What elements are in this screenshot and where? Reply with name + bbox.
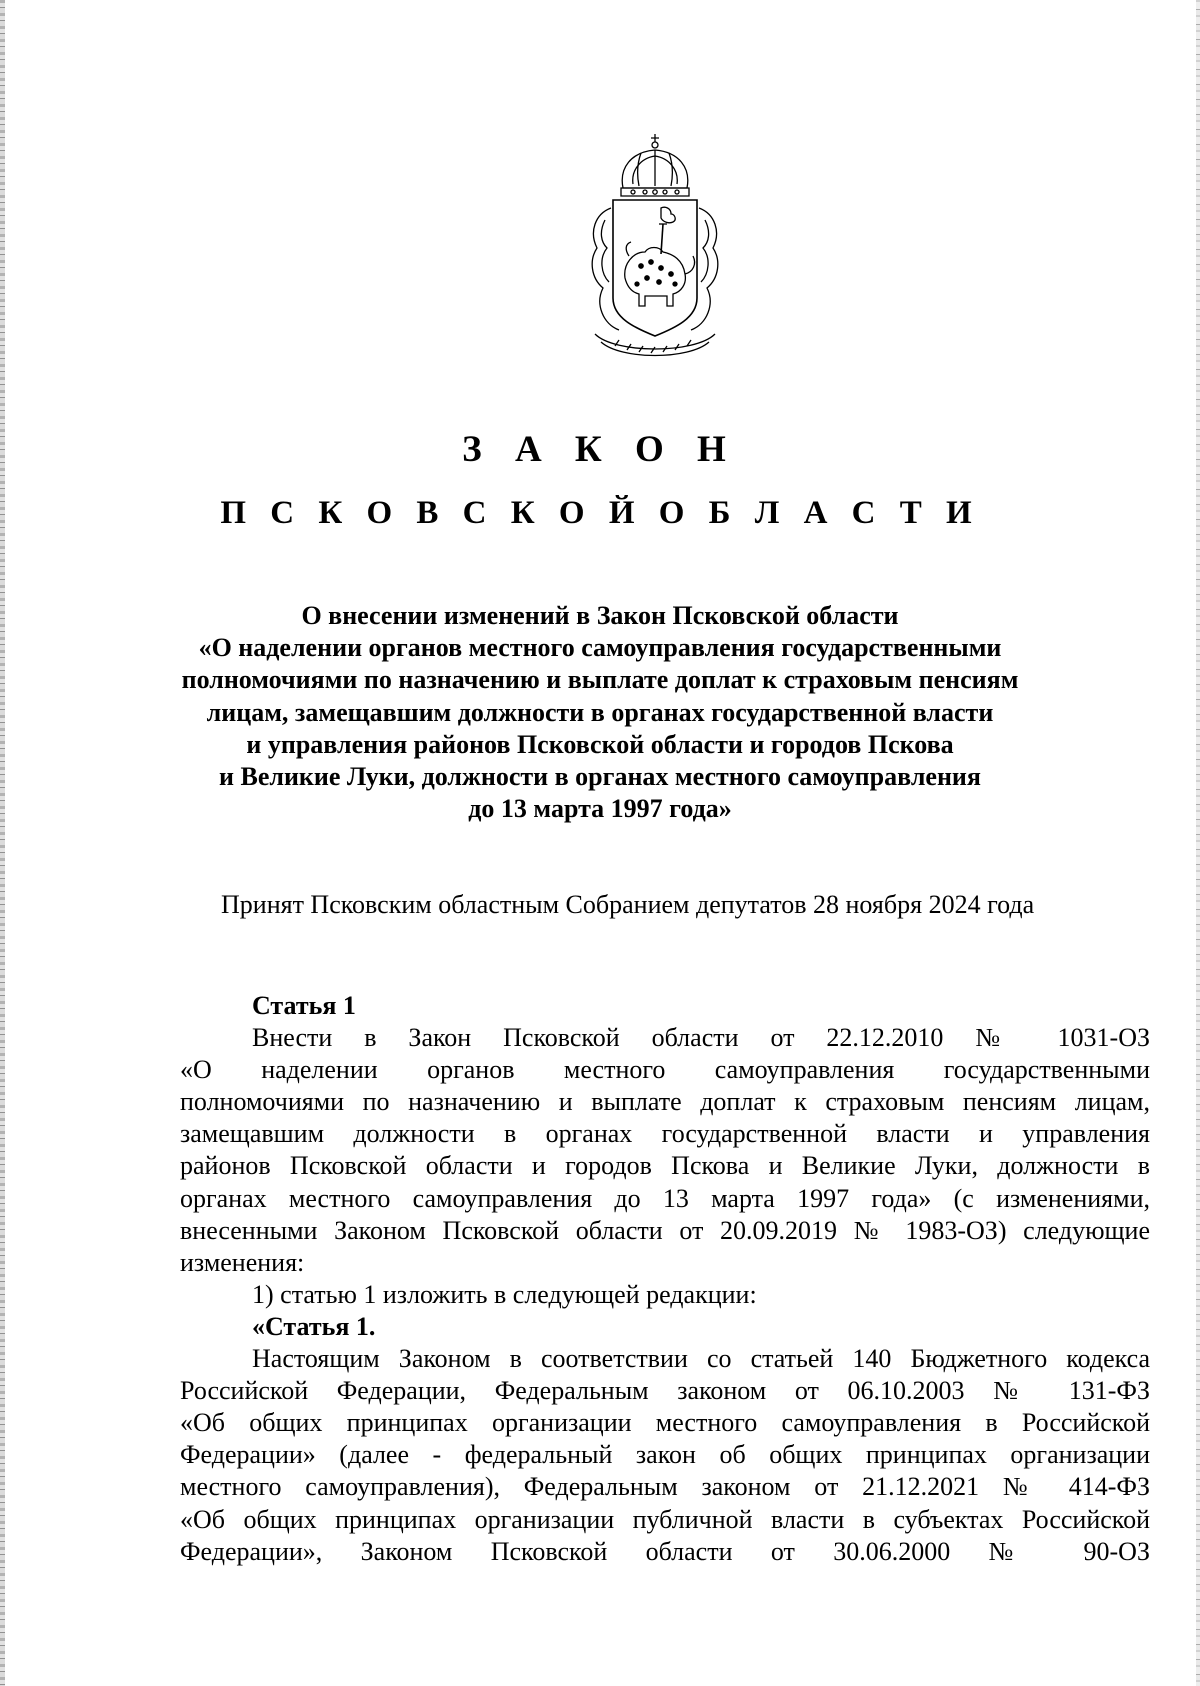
quoted-paragraph-line: «Об общих принципах организации публичной власти в субъектах Российской — [180, 1504, 1150, 1534]
region-title: П С К О В С К О Й О Б Л А С Т И — [220, 495, 980, 531]
paragraph-line: замещавшим должности в органах государственной власти и управления — [180, 1119, 1150, 1149]
quoted-paragraph-line: местного самоуправления), Федеральным законом от 21.12.2021 № 414-ФЗ — [180, 1472, 1150, 1502]
paragraph-line: полномочиями по назначению и выплате доплат к страховым пенсиям лицам, — [180, 1087, 1150, 1117]
scan-edge-right — [1196, 0, 1200, 1686]
quoted-article-heading: «Статья 1. — [252, 1311, 376, 1341]
subject-line: «О наделении органов местного самоуправления государственными — [198, 633, 1002, 663]
paragraph-line: районов Псковской области и городов Пскова и Великие Луки, должности в — [180, 1151, 1150, 1181]
quoted-paragraph-line: Федерации», Законом Псковской области от 30.06.2000 № 90-ОЗ — [180, 1536, 1150, 1566]
coat-of-arms-emblem — [575, 128, 735, 368]
subject-line: и управления районов Псковской области и городов Пскова — [246, 729, 954, 759]
paragraph-line: органах местного самоуправления до 13 марта 1997 года» (с изменениями, — [180, 1183, 1150, 1213]
subject-line: и Великие Луки, должности в органах местного самоуправления — [219, 762, 981, 792]
document-type-title: З А К О Н — [462, 429, 738, 470]
scan-edge-left — [0, 0, 5, 1686]
quoted-paragraph-line: Российской Федерации, Федеральным законом от 06.10.2003 № 131-ФЗ — [180, 1376, 1150, 1406]
quoted-paragraph-line: «Об общих принципах организации местного самоуправления в Российской — [180, 1408, 1150, 1438]
quoted-paragraph-line: Федерации» (далее - федеральный закон об общих принципах организации — [180, 1440, 1150, 1470]
article-1-body — [180, 990, 1150, 1568]
subject-line: до 13 марта 1997 года» — [468, 794, 732, 824]
subject-line: полномочиями по назначению и выплате доплат к страховым пенсиям — [181, 665, 1019, 695]
paragraph-line: «О наделении органов местного самоуправления государственными — [180, 1055, 1150, 1085]
law-subject-title — [180, 600, 1020, 825]
paragraph-line: изменения: — [180, 1247, 305, 1277]
subject-line: лицам, замещавшим должности в органах государственной власти — [206, 697, 994, 727]
paragraph-line: Внести в Закон Псковской области от 22.12.2010 № 1031-ОЗ — [252, 1023, 1150, 1053]
article-heading: Статья 1 — [252, 991, 356, 1020]
subject-line: О внесении изменений в Закон Псковской области — [301, 601, 899, 630]
paragraph-line: внесенными Законом Псковской области от 20.09.2019 № 1983-ОЗ) следующие — [180, 1215, 1150, 1245]
amendment-item: 1) статью 1 изложить в следующей редакции: — [252, 1279, 757, 1309]
quoted-paragraph-line: Настоящим Законом в соответствии со статьей 140 Бюджетного кодекса — [252, 1344, 1150, 1374]
adoption-statement: Принят Псковским областным Собранием депутатов 28 ноября 2024 года — [221, 890, 1035, 919]
